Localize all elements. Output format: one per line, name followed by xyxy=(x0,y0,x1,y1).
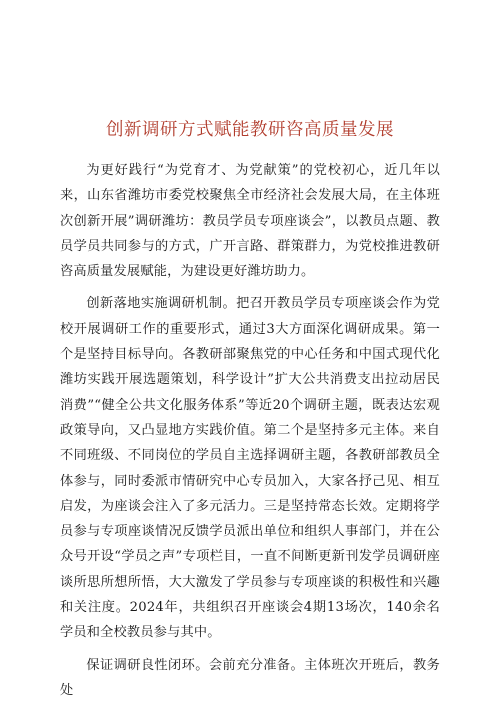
paragraph-closed-loop: 保证调研良性闭环。会前充分准备。主体班次开班后，教务处 xyxy=(60,657,440,698)
article-title: 创新调研方式赋能教研咨高质量发展 xyxy=(106,120,394,140)
paragraph-intro: 为更好践行“为党育才、为党献策”的党校初心，近几年以来，山东省潍坊市委党校聚焦全市经济社会发展大局，在主体班次创新开展”调研潍坊：教员学员专项座谈会”，以教员点题、教员学员共同参与的方式，广开言路、群策群力，为党校推进教研咨高质量发展赋能，为建设更好潍坊助力。 xyxy=(60,163,440,280)
paragraph-mechanism: 创新落地实施调研机制。把召开教员学员专项座谈会作为党校开展调研工作的重要形式，通过3大方面深化调研成果。第一个是坚持目标导向。各教研部聚焦党的中心任务和中国式现代化潍坊实践开展选题策划，科学设计”扩大公共消费支出拉动居民消费”“健全公共文化服务体系”等近20个调研主题，既表达宏观政策导向，又凸显地方实践价值。第二个是坚持多元主体。来自不同班级、不同岗位的学员自主选择调研主题，各教研部教员全体参与，同时委派市情研究中心专员加入，大家各抒己见、相互启发，为座谈会注入了多元活力。三是坚持常态长效。定期将学员参与专项座谈情况反馈学员派出单位和组织人事部门，并在公众号开设“学员之声”专项栏目，一直不间断更新刊发学员调研座谈所思所想所悟，大大激发了学员参与专项座谈的积极性和兴趣和关注度。2024年，共组织召开座谈会4期13场次，140余名学员和全校教员参与其中。 xyxy=(60,296,440,641)
paragraph-gap xyxy=(60,284,440,291)
paragraph-gap xyxy=(60,646,440,653)
